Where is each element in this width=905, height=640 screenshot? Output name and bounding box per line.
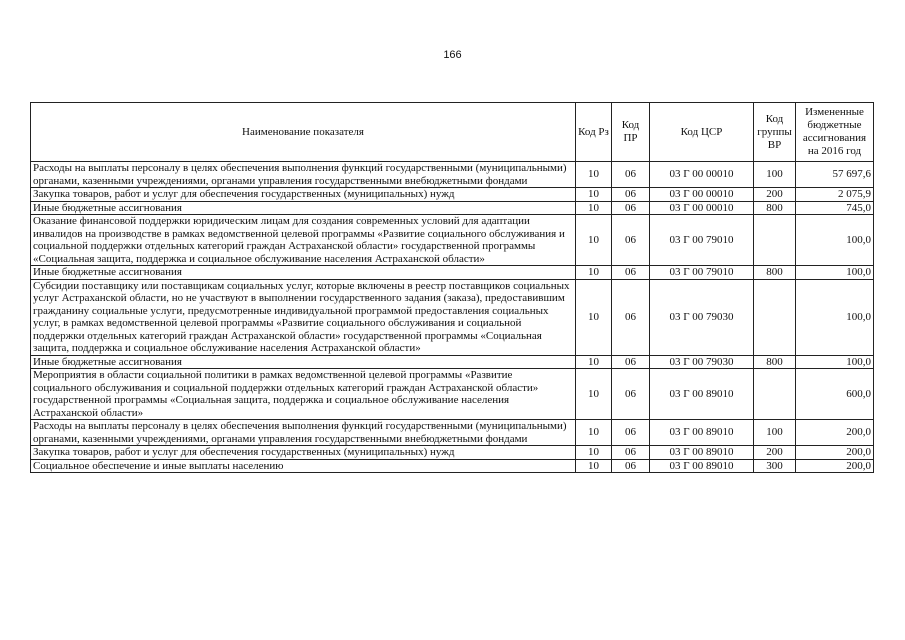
table-row	[31, 279, 874, 355]
row-csr: 03 Г 00 89010	[650, 459, 754, 473]
table-row	[31, 188, 874, 202]
row-vr	[754, 369, 796, 420]
row-vr: 300	[754, 459, 796, 473]
row-vr	[754, 279, 796, 355]
header-pr: Код ПР	[612, 103, 650, 162]
row-rz: 10	[576, 266, 612, 280]
row-amount: 600,0	[796, 369, 874, 420]
row-rz: 10	[576, 279, 612, 355]
row-vr: 200	[754, 188, 796, 202]
row-vr: 800	[754, 355, 796, 369]
row-csr: 03 Г 00 00010	[650, 162, 754, 188]
header-vr: Код группы ВР	[754, 103, 796, 162]
row-name: Социальное обеспечение и иные выплаты населению	[31, 459, 576, 473]
row-amount: 100,0	[796, 215, 874, 266]
table-row	[31, 215, 874, 266]
table-header-row	[31, 103, 874, 162]
row-name: Иные бюджетные ассигнования	[31, 266, 576, 280]
row-rz: 10	[576, 369, 612, 420]
row-name: Расходы на выплаты персоналу в целях обеспечения выполнения функций государственными (муниципальными) органами, казенными учреждениями, органами управления государственными внебюджетными фондами	[31, 162, 576, 188]
row-vr: 100	[754, 420, 796, 446]
row-csr: 03 Г 00 00010	[650, 201, 754, 215]
row-amount: 200,0	[796, 420, 874, 446]
row-amount: 100,0	[796, 279, 874, 355]
table-row	[31, 369, 874, 420]
row-name: Мероприятия в области социальной политики в рамках ведомственной целевой программы «Развитие социального обслуживания и социальной поддержки отдельных категорий граждан Астраханской области» государственной программы «Социальная защита, поддержка и социальное обслуживание населения Астраханской области»	[31, 369, 576, 420]
row-rz: 10	[576, 459, 612, 473]
table-row	[31, 459, 874, 473]
table-row	[31, 355, 874, 369]
table-row	[31, 266, 874, 280]
row-csr: 03 Г 00 00010	[650, 188, 754, 202]
row-vr: 200	[754, 446, 796, 460]
row-pr: 06	[612, 279, 650, 355]
row-csr: 03 Г 00 79030	[650, 355, 754, 369]
row-csr: 03 Г 00 79010	[650, 215, 754, 266]
header-rz: Код Рз	[576, 103, 612, 162]
row-name: Расходы на выплаты персоналу в целях обеспечения выполнения функций государственными (муниципальными) органами, казенными учреждениями, органами управления государственными внебюджетными фондами	[31, 420, 576, 446]
row-pr: 06	[612, 355, 650, 369]
row-amount: 100,0	[796, 266, 874, 280]
row-csr: 03 Г 00 79010	[650, 266, 754, 280]
row-amount: 100,0	[796, 355, 874, 369]
header-csr: Код ЦСР	[650, 103, 754, 162]
row-amount: 2 075,9	[796, 188, 874, 202]
row-rz: 10	[576, 215, 612, 266]
table-row	[31, 446, 874, 460]
row-name: Субсидии поставщику или поставщикам социальных услуг, которые включены в реестр поставщиков социальных услуг Астраханской области, но не участвуют в выполнении государственного задания (заказа), предоставившим гражданину социальные услуги, предусмотренные индивидуальной программой предоставления социальных услуг, в рамках ведомственной целевой программы «Развитие социального обслуживания и социальной поддержки отдельных категорий граждан Астраханской области» государственной программы «Социальная защита, поддержка и социальное обслуживание населения Астраханской области»	[31, 279, 576, 355]
row-amount: 57 697,6	[796, 162, 874, 188]
row-pr: 06	[612, 420, 650, 446]
row-csr: 03 Г 00 89010	[650, 369, 754, 420]
row-name: Оказание финансовой поддержки юридическим лицам для создания современных условий для адаптации инвалидов на производстве в рамках ведомственной целевой программы «Развитие социального обслуживания и социальной поддержки отдельных категорий граждан Астраханской области» государственной программы «Социальная защита, поддержка и социальное обслуживание населения Астраханской области»	[31, 215, 576, 266]
row-name: Закупка товаров, работ и услуг для обеспечения государственных (муниципальных) нужд	[31, 188, 576, 202]
row-amount: 200,0	[796, 446, 874, 460]
row-pr: 06	[612, 188, 650, 202]
row-vr: 800	[754, 201, 796, 215]
row-amount: 200,0	[796, 459, 874, 473]
table-row	[31, 201, 874, 215]
table-row	[31, 162, 874, 188]
row-rz: 10	[576, 446, 612, 460]
row-pr: 06	[612, 459, 650, 473]
row-pr: 06	[612, 215, 650, 266]
row-rz: 10	[576, 355, 612, 369]
row-pr: 06	[612, 162, 650, 188]
row-rz: 10	[576, 162, 612, 188]
table-row	[31, 420, 874, 446]
row-rz: 10	[576, 420, 612, 446]
row-pr: 06	[612, 201, 650, 215]
row-pr: 06	[612, 266, 650, 280]
row-vr: 800	[754, 266, 796, 280]
row-name: Закупка товаров, работ и услуг для обеспечения государственных (муниципальных) нужд	[31, 446, 576, 460]
row-vr	[754, 215, 796, 266]
row-pr: 06	[612, 369, 650, 420]
row-pr: 06	[612, 446, 650, 460]
header-amount: Измененные бюджетные ассигнования на 2016 год	[796, 103, 874, 162]
header-name: Наименование показателя	[31, 103, 576, 162]
page-number: 166	[443, 49, 462, 61]
row-csr: 03 Г 00 89010	[650, 446, 754, 460]
budget-table	[30, 102, 874, 473]
row-csr: 03 Г 00 89010	[650, 420, 754, 446]
row-amount: 745,0	[796, 201, 874, 215]
row-vr: 100	[754, 162, 796, 188]
row-name: Иные бюджетные ассигнования	[31, 355, 576, 369]
row-csr: 03 Г 00 79030	[650, 279, 754, 355]
row-rz: 10	[576, 201, 612, 215]
row-rz: 10	[576, 188, 612, 202]
row-name: Иные бюджетные ассигнования	[31, 201, 576, 215]
